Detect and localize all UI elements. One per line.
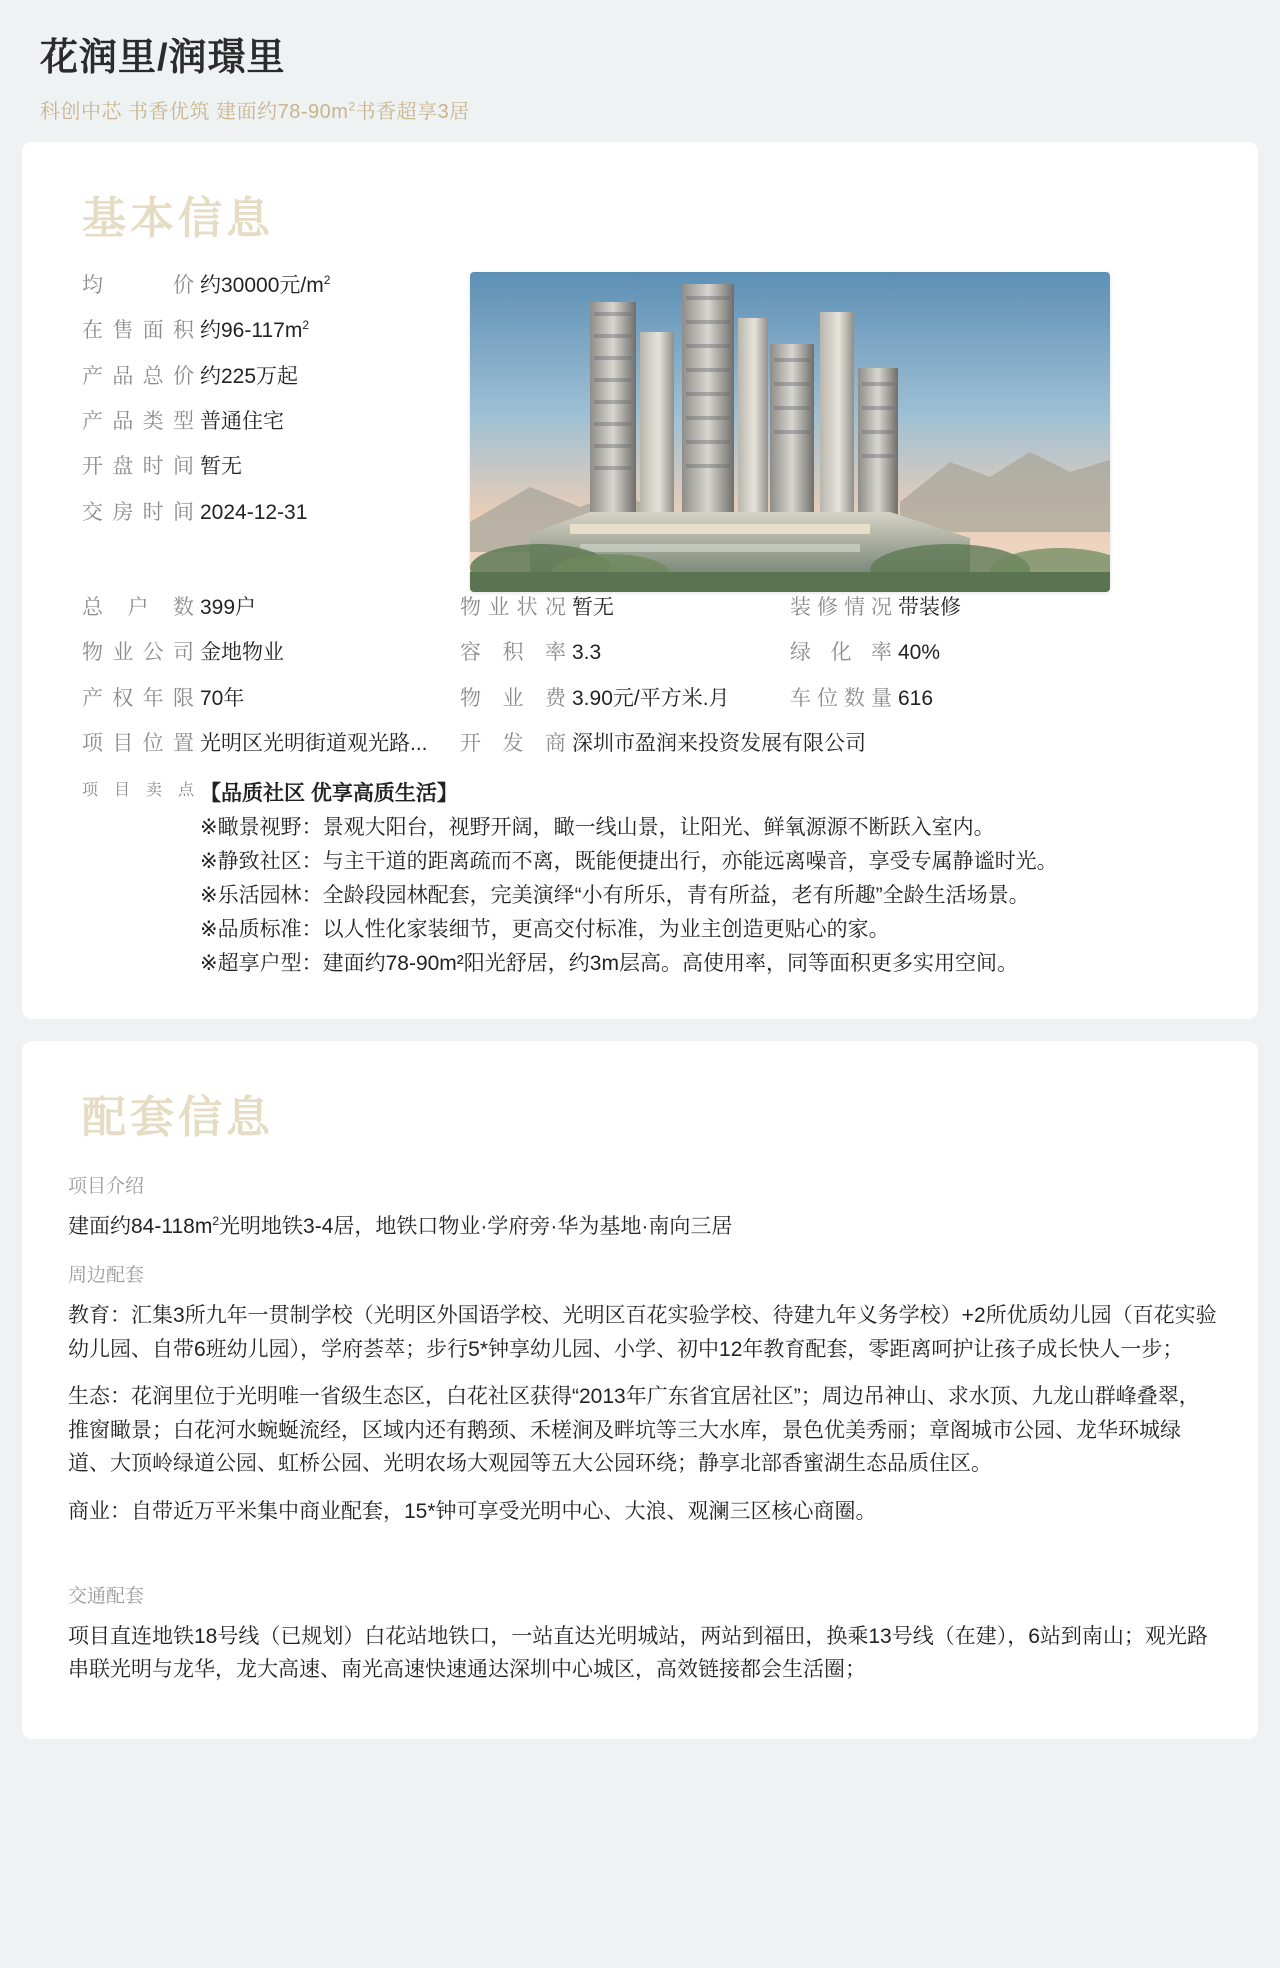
info-row-total-price (82, 363, 460, 391)
subtitle-sup: 2 (348, 99, 356, 114)
value-open-date: 暂无 (200, 455, 242, 479)
value-developer: 深圳市盈润来投资发展有限公司 (572, 732, 866, 756)
around-facilities-label: 周边配套 (68, 1265, 145, 1287)
info-row-property-fee (460, 685, 790, 713)
intro-sup: 2 (212, 1214, 220, 1229)
value-plot-ratio: 3.3 (572, 641, 602, 665)
label-area-on-sale: 在售面积 (82, 319, 194, 343)
selling-point-line: ※乐活园林：全龄段园林配套，完美演绎“小有所乐，青有所益，老有所趣”全龄生活场景。 (200, 884, 1030, 908)
value-area-on-sale (200, 317, 460, 345)
label-parking-count: 车位数量 (790, 686, 892, 710)
label-decoration: 装修情况 (790, 596, 892, 619)
info-row-open-date (82, 453, 460, 481)
value-area-on-sale-sup: 2 (302, 318, 310, 333)
value-ownership-years: 70年 (200, 686, 245, 710)
label-plot-ratio: 容积率 (460, 641, 566, 665)
spacer (60, 1543, 1220, 1565)
hero-image-container (470, 272, 1110, 592)
basic-info-card (22, 142, 1258, 1019)
page-title: 花润里/润璟里 (40, 37, 286, 79)
info-row-decoration (790, 594, 1220, 622)
value-area-on-sale-text: 约96-117m (200, 319, 303, 343)
around-ecology-text: 生态：花润里位于光明唯一省级生态区，白花社区获得“2013年广东省宜居社区”；周边吊神山、求水顶、九龙山群峰叠翠，推窗瞰景；白花河水蜿蜒流经，区域内还有鹅颈、禾槎涧及畔坑等三大水库，景色优美秀丽；章阁城市公园、龙华环城绿道、大顶岭绿道公园、虹桥公园、光明农场大观园等五大公园环绕；静享北部香蜜湖生态品质住区。 (68, 1385, 1200, 1476)
value-avg-price (200, 272, 460, 300)
label-product-type: 产品类型 (82, 410, 194, 434)
value-avg-price-text: 约30000元/m (200, 274, 324, 297)
value-total-price: 约225万起 (200, 364, 299, 388)
label-selling-points: 项目卖点 (82, 782, 194, 800)
info-row-total-units (82, 594, 460, 622)
value-delivery-date: 2024-12-31 (200, 500, 308, 524)
value-decoration: 带装修 (898, 596, 961, 619)
value-property-fee: 3.90元/平方米.月 (572, 686, 730, 710)
selling-points-block (60, 777, 1220, 981)
value-total-units: 399户 (200, 596, 257, 619)
value-green-ratio: 40% (898, 641, 941, 665)
label-property-fee: 物业费 (460, 686, 566, 710)
value-location: 光明区光明街道观光路... (200, 732, 428, 756)
label-location: 项目位置 (82, 732, 194, 756)
info-row-plot-ratio (460, 639, 790, 667)
building-rendering-image (470, 272, 1110, 592)
info-row-delivery-date (82, 499, 460, 527)
label-total-units: 总户数 (82, 596, 194, 619)
basic-info-col-c (790, 594, 1220, 775)
building-rendering-svg (470, 272, 1110, 592)
basic-info-title: 基本信息 (82, 194, 274, 243)
page-header (0, 0, 1280, 142)
label-total-price: 产品总价 (82, 364, 194, 388)
facilities-card (22, 1041, 1258, 1738)
selling-point-line: ※品质标准：以人性化家装细节，更高交付标准，为业主创造更贴心的家。 (200, 918, 890, 942)
info-row-ownership-years (82, 685, 460, 713)
subtitle-post: 书香超享3居 (355, 101, 470, 123)
selling-point-line: ※超享户型：建面约78-90m²阳光舒居，约3m层高。高使用率，同等面积更多实用空间。 (200, 952, 1018, 976)
transport-label: 交通配套 (68, 1585, 145, 1607)
project-intro-label: 项目介绍 (68, 1176, 145, 1198)
around-education-text: 教育：汇集3所九年一贯制学校（光明区外国语学校、光明区百花实验学校、待建九年义务学校）+2所优质幼儿园（百花实验幼儿园、自带6班幼儿园），学府荟萃；步行5*钟享幼儿园、小学、初中12年教育配套，零距离呵护让孩子成长快人一步； (68, 1304, 1217, 1361)
info-row-property-company (82, 639, 460, 667)
value-property-status: 暂无 (572, 596, 614, 619)
transport-text: 项目直连地铁18号线（已规划）白花站地铁口，一站直达光明城站，两站到福田，换乘13号线（在建），6站到南山；观光路串联光明与龙华，龙大高速、南光高速快速通达深圳中心城区，高效链接都会生活圈； (68, 1624, 1208, 1682)
info-row-location (82, 730, 460, 758)
value-property-company: 金地物业 (200, 641, 284, 665)
info-row-green-ratio (790, 639, 1220, 667)
label-ownership-years: 产权年限 (82, 686, 194, 710)
label-developer: 开发商 (460, 732, 566, 756)
label-green-ratio: 绿化率 (790, 641, 892, 665)
label-property-status: 物业状况 (460, 596, 566, 619)
info-row-area-on-sale (82, 317, 460, 345)
project-intro-text (68, 1210, 1220, 1244)
label-property-company: 物业公司 (82, 641, 194, 665)
value-parking-count: 616 (898, 686, 934, 710)
selling-point-line: ※瞰景视野：景观大阳台，视野开阔，瞰一线山景，让阳光、鲜氧源源不断跃入室内。 (200, 816, 995, 840)
info-row-property-status (460, 594, 790, 622)
selling-point-line: ※静致社区：与主干道的距离疏而不离，既能便捷出行，亦能远离噪音，享受专属静谧时光。 (200, 850, 1058, 874)
page-subtitle (40, 95, 1240, 124)
label-delivery-date: 交房时间 (82, 500, 194, 524)
value-product-type: 普通住宅 (200, 410, 284, 434)
around-commerce-text: 商业：自带近万平米集中商业配套，15*钟可享受光明中心、大浪、观澜三区核心商圈。 (68, 1500, 877, 1524)
intro-post: 光明地铁3-4居，地铁口物业·学府旁·华为基地·南向三居 (219, 1215, 733, 1239)
info-row-product-type (82, 408, 460, 436)
value-avg-price-sup: 2 (323, 273, 331, 287)
facilities-title: 配套信息 (82, 1093, 274, 1143)
info-row-avg-price (82, 272, 460, 300)
value-selling-points (200, 777, 1220, 981)
basic-info-left-column (60, 272, 460, 544)
label-avg-price: 均价 (82, 274, 194, 297)
basic-info-col-a (60, 594, 460, 775)
selling-points-title: 【品质社区 优享高质生活】 (200, 782, 458, 806)
label-open-date: 开盘时间 (82, 455, 194, 479)
info-row-parking-count (790, 685, 1220, 713)
subtitle-pre: 科创中芯 书香优筑 建面约78-90m (40, 101, 349, 123)
info-row-developer (460, 730, 866, 758)
intro-pre: 建面约84-118m (68, 1215, 213, 1239)
